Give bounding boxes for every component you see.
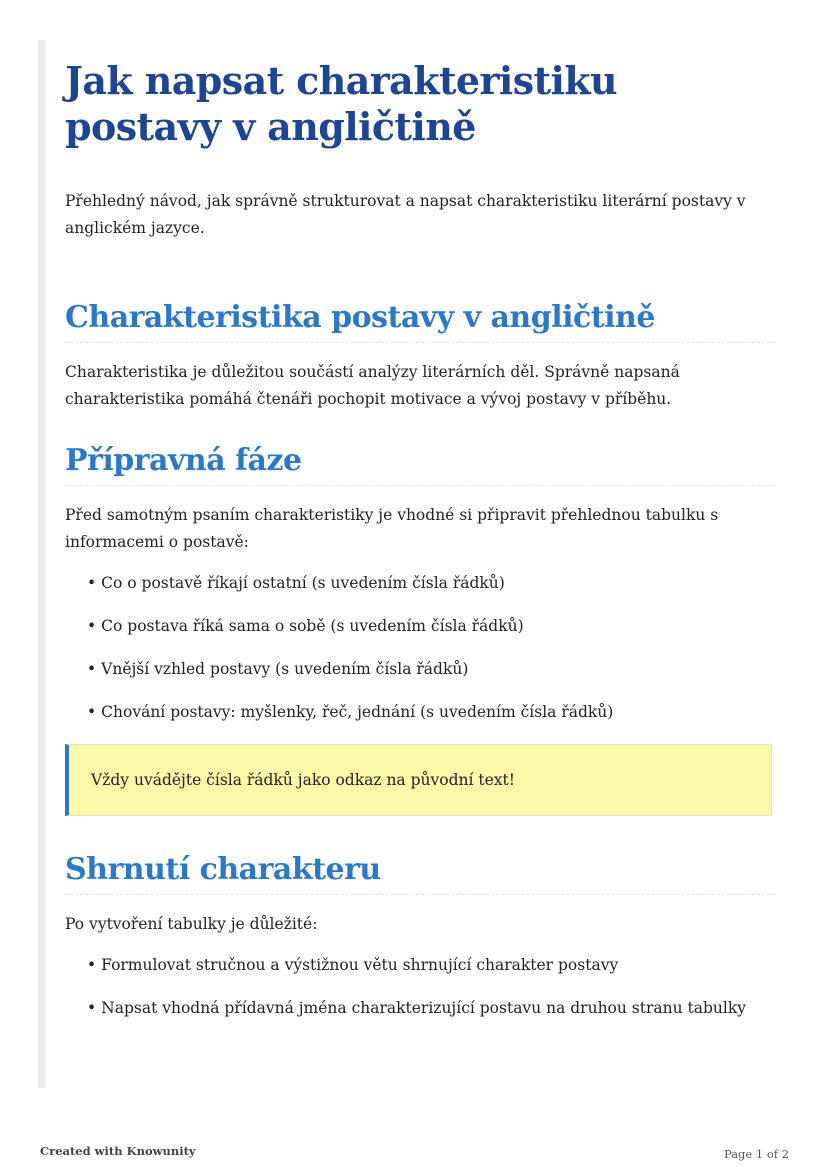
- list-item: [87, 997, 775, 1019]
- section-text-characteristics: Charakteristika je důležitou součástí analýzy literárních děl. Správně napsaná charakteristika pomáhá čtenáři pochopit motivace a vývoj postavy v příběhu.: [65, 363, 680, 408]
- list-item: [87, 658, 775, 680]
- footer-credit: Created with Knowunity: [40, 1144, 196, 1158]
- list-item-text: Chování postavy: myšlenky, řeč, jednání (s uvedením čísla řádků): [101, 703, 614, 721]
- section-heading-characteristics: Charakteristika postavy v angličtině: [65, 298, 775, 343]
- list-item-text: Napsat vhodná přídavná jména charakterizující postavu na druhou stranu tabulky: [101, 999, 746, 1017]
- document-content: [65, 58, 775, 1040]
- tip-callout: [65, 744, 772, 816]
- intro-paragraph: Přehledný návod, jak správně strukturovat a napsat charakteristiku literární postavy v anglickém jazyce.: [65, 192, 746, 237]
- preparation-list: [65, 572, 775, 723]
- tip-callout-text: Vždy uvádějte čísla řádků jako odkaz na původní text!: [91, 771, 515, 789]
- list-item-text: Co o postavě říkají ostatní (s uvedením čísla řádků): [101, 574, 505, 592]
- bullet-icon: •: [87, 574, 97, 592]
- bullet-icon: •: [87, 999, 97, 1017]
- list-item-text: Co postava říká sama o sobě (s uvedením čísla řádků): [101, 617, 524, 635]
- section-text-summary: Po vytvoření tabulky je důležité:: [65, 915, 318, 933]
- bullet-icon: •: [87, 956, 97, 974]
- section-text-preparation: Před samotným psaním charakteristiky je vhodné si připravit přehlednou tabulku s informacemi o postavě:: [65, 506, 719, 551]
- list-item: [87, 701, 775, 723]
- list-item-text: Vnější vzhled postavy (s uvedením čísla řádků): [101, 660, 469, 678]
- section-heading-preparation: Přípravná fáze: [65, 441, 775, 486]
- bullet-icon: •: [87, 660, 97, 678]
- page-left-rule: [38, 40, 45, 1088]
- list-item: [87, 954, 775, 976]
- list-item-text: Formulovat stručnou a výstižnou větu shrnující charakter postavy: [101, 956, 619, 974]
- summary-list: [65, 954, 775, 1019]
- footer-page-number: Page 1 of 2: [723, 1147, 789, 1161]
- bullet-icon: •: [87, 703, 97, 721]
- list-item: [87, 572, 775, 594]
- bullet-icon: •: [87, 617, 97, 635]
- list-item: [87, 615, 775, 637]
- page-title: Jak napsat charakteristiku postavy v angličtině: [65, 58, 618, 149]
- section-heading-summary: Shrnutí charakteru: [65, 850, 775, 895]
